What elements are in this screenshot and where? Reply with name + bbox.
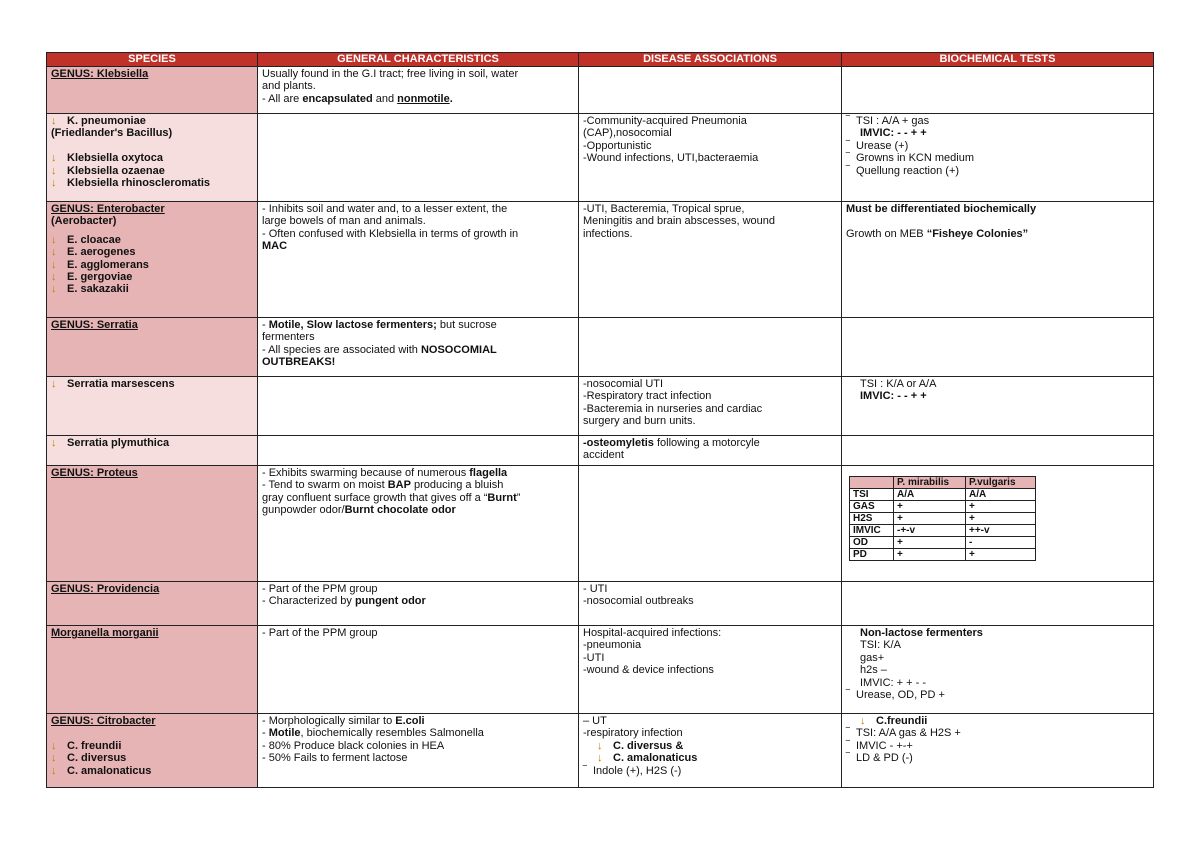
species-cell xyxy=(47,626,258,714)
table-row xyxy=(47,626,1154,714)
genus-title: GENUS: Enterobacter xyxy=(51,203,165,215)
tests-cell: Non-lactose fermenters TSI: K/A gas+ h2s – IMVIC: + + - - ‾ Urease, OD, PD + xyxy=(842,626,1154,714)
species-cell xyxy=(47,318,258,377)
header-disease: DISEASE ASSOCIATIONS xyxy=(579,53,842,67)
disease-cell: Hospital-acquired infections: -pneumonia -UTI -wound & device infections xyxy=(579,626,842,714)
arrow-bullet-icon: ↓ xyxy=(51,271,57,284)
disease-cell xyxy=(579,67,842,114)
header-row xyxy=(47,53,1154,67)
tests-cell xyxy=(842,436,1154,466)
species-cell xyxy=(47,67,258,114)
table-row xyxy=(47,114,1154,202)
genus-title: GENUS: Citrobacter xyxy=(51,715,156,727)
arrow-bullet-icon: ↓ xyxy=(51,437,57,449)
general-cell: - Morphologically similar to E.coli - Motile, biochemically resembles Salmonella - 80% Produce black colonies in HEA - 50% Fails to ferment lactose xyxy=(258,714,579,788)
species-cell: GENUS: Enterobacter (Aerobacter) ↓ E. cloacae ↓ E. aerogenes ↓ E. agglomerans ↓ E. gergoviae ↓ E. sakazakii xyxy=(47,202,258,318)
disease-cell: -Community-acquired Pneumonia (CAP),nosocomial -Opportunistic -Wound infections, UTI,bacteraemia xyxy=(579,114,842,202)
general-cell: - Exhibits swarming because of numerous flagella - Tend to swarm on moist BAP producing a bluish gray confluent surface growth that gives off a “Burnt” gunpowder odor/Burnt chocolate odor xyxy=(258,466,579,582)
disease-cell: -nosocomial UTI -Respiratory tract infection -Bacteremia in nurseries and cardiac surgery and burn units. xyxy=(579,377,842,436)
tests-cell xyxy=(842,67,1154,114)
arrow-bullet-icon: ↓ xyxy=(51,246,57,259)
tests-cell xyxy=(842,582,1154,626)
header-general: GENERAL CHARACTERISTICS xyxy=(258,53,579,67)
genus-title: GENUS: Providencia xyxy=(51,583,160,595)
general-cell: - Inhibits soil and water and, to a lesser extent, the large bowels of man and animals. - Often confused with Klebsiella in terms of growth in MAC xyxy=(258,202,579,318)
table-row xyxy=(47,318,1154,377)
header-biochemical: BIOCHEMICAL TESTS xyxy=(842,53,1154,67)
general-cell: - Part of the PPM group - Characterized by pungent odor xyxy=(258,582,579,626)
table-row xyxy=(47,436,1154,466)
bacteria-table xyxy=(46,52,1154,788)
general-cell xyxy=(258,377,579,436)
table-row xyxy=(47,466,1154,582)
table-row xyxy=(47,202,1154,318)
species-cell xyxy=(47,582,258,626)
arrow-bullet-icon: ↓ xyxy=(51,177,57,190)
disease-cell: -UTI, Bacteremia, Tropical sprue, Meningitis and brain abscesses, wound infections. xyxy=(579,202,842,318)
general-cell: - Part of the PPM group xyxy=(258,626,579,714)
disease-cell: - UTI -nosocomial outbreaks xyxy=(579,582,842,626)
arrow-bullet-icon: ↓ xyxy=(597,752,603,765)
disease-cell: -osteomyletis following a motorcyle accident xyxy=(579,436,842,466)
species-cell xyxy=(47,466,258,582)
tests-cell xyxy=(842,318,1154,377)
genus-title: GENUS: Proteus xyxy=(51,467,138,479)
arrow-bullet-icon: ↓ xyxy=(860,715,866,727)
species-cell: ↓ K. pneumoniae (Friedlander's Bacillus) ↓ Klebsiella oxytoca ↓ Klebsiella ozaenae ↓ Klebsiella rhinoscleromatis xyxy=(47,114,258,202)
arrow-bullet-icon: ↓ xyxy=(51,283,57,296)
arrow-bullet-icon: ↓ xyxy=(51,258,57,271)
table-row xyxy=(47,67,1154,114)
disease-cell xyxy=(579,318,842,377)
general-cell: Usually found in the G.I tract; free living in soil, water and plants. - All are encapsulated and nonmotile. xyxy=(258,67,579,114)
tests-cell: TSI : K/A or A/A IMVIC: - - + + xyxy=(842,377,1154,436)
arrow-bullet-icon: ↓ xyxy=(51,764,57,777)
genus-title: GENUS: Klebsiella xyxy=(51,68,149,80)
genus-title: GENUS: Serratia xyxy=(51,319,138,331)
arrow-bullet-icon: ↓ xyxy=(597,739,603,752)
genus-title: Morganella morganii xyxy=(51,627,159,639)
table-row xyxy=(47,377,1154,436)
arrow-bullet-icon: ↓ xyxy=(51,739,57,752)
proteus-comparison-table: P. mirabilis P.vulgaris TSI A/A A/A GAS + + H2S + + IMVIC -+-v ++-v OD + - PD + + xyxy=(849,476,1036,561)
disease-cell: – UT -respiratory infection ↓ C. diversus & ↓ C. amalonaticus ‾ Indole (+), H2S (-) xyxy=(579,714,842,788)
tests-cell: Must be differentiated biochemically Growth on MEB “Fisheye Colonies” xyxy=(842,202,1154,318)
disease-cell xyxy=(579,466,842,582)
tests-cell: ↓ C.freundii ‾ TSI: A/A gas & H2S + ‾ IMVIC - +-+ ‾ LD & PD (-) xyxy=(842,714,1154,788)
table-row xyxy=(47,582,1154,626)
tests-cell xyxy=(842,466,1154,582)
arrow-bullet-icon: ↓ xyxy=(51,164,57,177)
table-row xyxy=(47,714,1154,788)
arrow-bullet-icon: ↓ xyxy=(51,752,57,765)
general-cell xyxy=(258,114,579,202)
arrow-bullet-icon: ↓ xyxy=(51,378,57,390)
species-cell: GENUS: Citrobacter ↓ C. freundii ↓ C. diversus ↓ C. amalonaticus xyxy=(47,714,258,788)
general-cell: - Motile, Slow lactose fermenters; but sucrose fermenters - All species are associated with NOSOCOMIAL OUTBREAKS! xyxy=(258,318,579,377)
arrow-bullet-icon: ↓ xyxy=(51,233,57,246)
species-cell: ↓ Serratia plymuthica xyxy=(47,436,258,466)
general-cell xyxy=(258,436,579,466)
arrow-bullet-icon: ↓ xyxy=(51,115,57,127)
tests-cell: ‾ TSI : A/A + gas IMVIC: - - + + ‾ Urease (+) ‾ Growns in KCN medium ‾ Quellung reaction (+) xyxy=(842,114,1154,202)
arrow-bullet-icon: ↓ xyxy=(51,152,57,165)
species-cell: ↓ Serratia marsescens xyxy=(47,377,258,436)
header-species: SPECIES xyxy=(47,53,258,67)
